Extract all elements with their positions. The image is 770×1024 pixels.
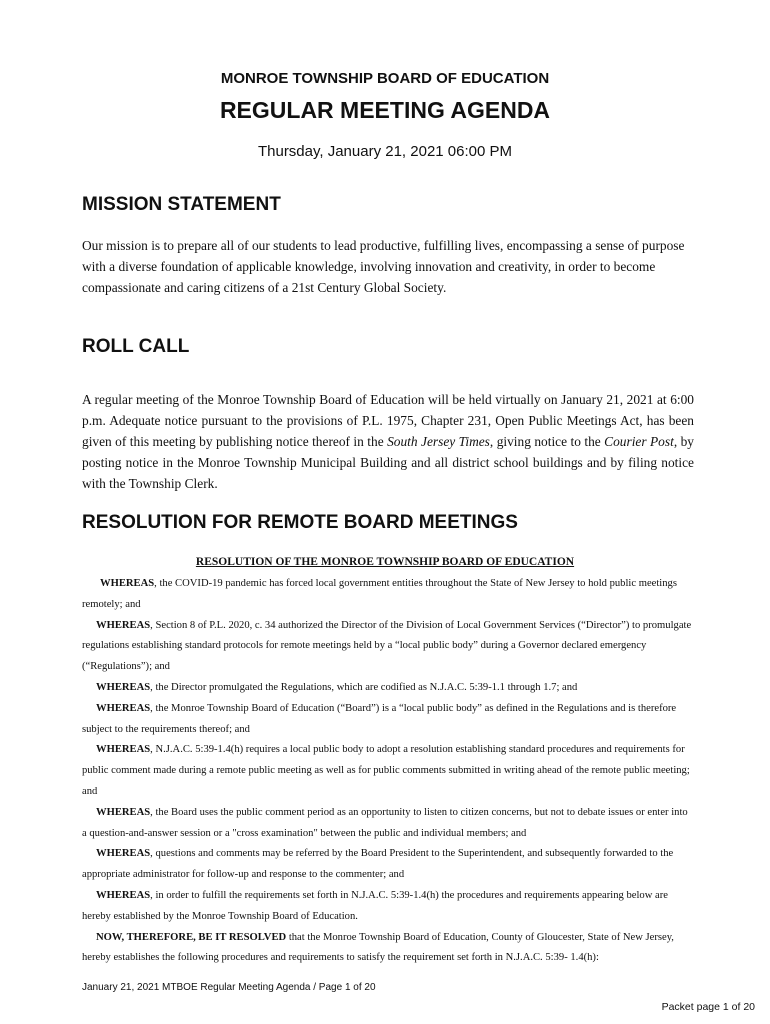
notice-newspaper-2: Courier Post (604, 434, 674, 449)
resolution-clause (82, 699, 694, 741)
clause-lead: NOW, THEREFORE, BE IT RESOLVED (96, 931, 287, 943)
resolution-clause (82, 928, 694, 970)
clause-lead: WHEREAS (96, 806, 151, 818)
clause-text: , the COVID-19 pandemic has forced local government entities throughout the State of New Jersey to hold public meetings remotely; and (82, 578, 677, 610)
clause-text: , Section 8 of P.L. 2020, c. 34 authorized the Director of the Division of Local Government Services (“Director”) to promulgate regulations establishing standard protocols for remote meetings held by a “local public body” during a Governor declared emergency (“Regulations”); and (82, 619, 692, 673)
clause-text: , questions and comments may be referred by the Board President to the Superintendent, and subsequently forwarded to the appropriate administrator for follow-up and response to the commenter; and (82, 848, 674, 881)
clause-lead: WHEREAS (96, 619, 151, 631)
mission-text: Our mission is to prepare all of our students to lead productive, fulfilling lives, encompassing a sense of purpose with a diverse foundation of applicable knowledge, involving innovation and creativity, in order to become compassionate and caring citizens of a 21st Century Global Society. (82, 238, 685, 295)
clause-text: , in order to fulfill the requirements set forth in N.J.A.C. 5:39-1.4(h) the procedures and requirements appearing below are hereby established by the Monroe Township Board of Education. (82, 889, 668, 922)
meeting-notice (82, 389, 694, 494)
notice-newspaper-1: South Jersey Times (387, 434, 490, 449)
resolution-body (82, 574, 694, 969)
clause-text: that the Monroe Township Board of Education, County of Gloucester, State of New Jersey, hereby establishes the following procedures and requirements to satisfy the requirement set forth in N.J.A.C. 5:39- 1.4(h): (82, 931, 674, 964)
resolution-clause (82, 844, 694, 886)
clause-text: , the Director promulgated the Regulations, which are codified as N.J.A.C. 5:39-1.1 through 1.7; and (150, 681, 578, 693)
meeting-datetime: Thursday, January 21, 2021 06:00 PM (257, 143, 513, 160)
clause-text: , N.J.A.C. 5:39-1.4(h) requires a local public body to adopt a resolution establishing standard procedures and requirements for public comment made during a remote public meeting as well as for public comments submitted in writing ahead of the remote public meeting; and (82, 744, 690, 797)
notice-text-c: , by posting notice in the Monroe Township Municipal Building and all district school buildings and by filing notice with the Township Clerk. (82, 434, 694, 491)
resolution-title: RESOLUTION OF THE MONROE TOWNSHIP BOARD OF EDUCATION (195, 556, 575, 568)
clause-lead: WHEREAS (96, 681, 151, 693)
clause-lead: WHEREAS (96, 744, 151, 756)
notice-text-a: A regular meeting of the Monroe Township Board of Education will be held virtually on January 21, 2021 at 6:00 p.m. Adequate notice pursuant to the provisions of P.L. 1975, Chapter 231, Open Public Meetings Act, has been given of this meeting by publishing notice thereof in the (82, 392, 694, 449)
organization-name: MONROE TOWNSHIP BOARD OF EDUCATION (220, 70, 550, 87)
clause-lead: WHEREAS (96, 848, 151, 860)
clause-lead: WHEREAS (96, 889, 151, 901)
resolution-heading: RESOLUTION FOR REMOTE BOARD MEETINGS (82, 512, 518, 533)
resolution-clause (82, 616, 694, 678)
clause-text: , the Monroe Township Board of Education (“Board”) is a “local public body” as defined in the Regulations and is therefore subject to the requirements thereof; and (82, 702, 677, 735)
footer-packet-page: Packet page 1 of 20 (661, 1001, 755, 1013)
resolution-clause (82, 803, 694, 845)
resolution-clause (82, 740, 694, 802)
notice-text-b: , giving notice to the (489, 434, 605, 449)
resolution-clause (82, 886, 694, 928)
clause-lead: WHEREAS (100, 578, 155, 589)
footer-page-info: January 21, 2021 MTBOE Regular Meeting Agenda / Page 1 of 20 (82, 982, 376, 993)
page-title: REGULAR MEETING AGENDA (219, 97, 551, 123)
mission-heading: MISSION STATEMENT (82, 194, 281, 215)
clause-lead: WHEREAS (96, 702, 151, 714)
resolution-clause (82, 574, 694, 616)
clause-text: , the Board uses the public comment period as an opportunity to listen to citizen concerns, but not to debate issues or enter into a question-and-answer session or a "cross examination" between the public and individual members; and (82, 806, 688, 839)
roll-call-heading: ROLL CALL (82, 336, 190, 357)
resolution-clause (82, 678, 694, 699)
